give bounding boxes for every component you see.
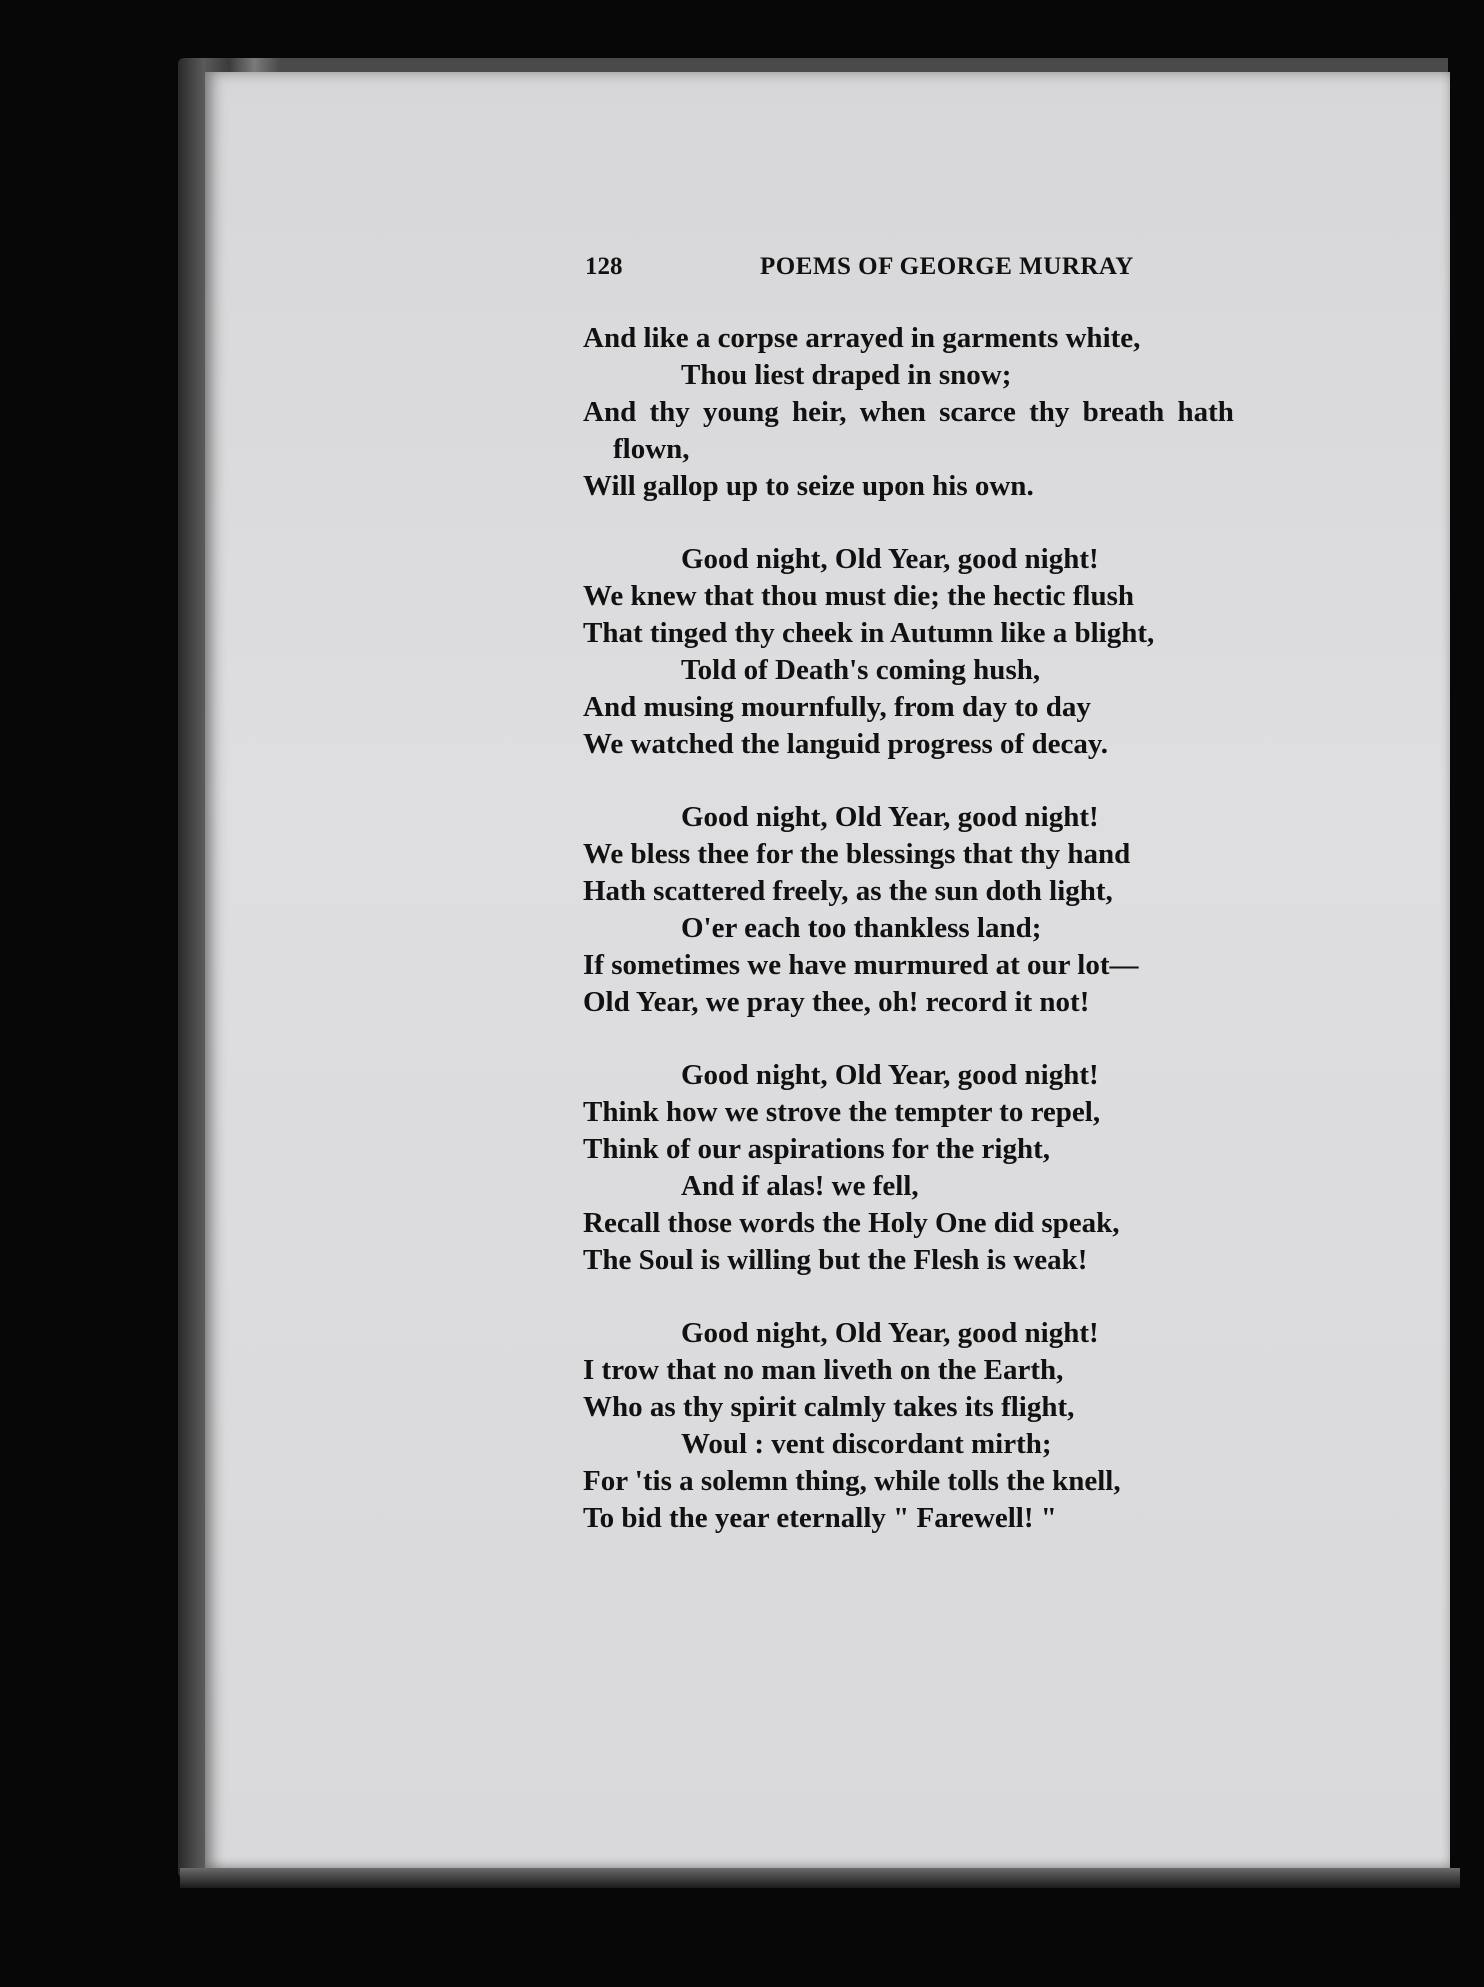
poem-line: Think of our aspirations for the right, <box>583 1133 1051 1165</box>
poem-line: Good night, Old Year, good night! <box>681 543 1099 575</box>
poem-line: Good night, Old Year, good night! <box>681 801 1099 833</box>
poem-line: Recall those words the Holy One did speak, <box>583 1207 1120 1239</box>
running-title: POEMS OF GEORGE MURRAY <box>760 253 1134 280</box>
stanza-4 <box>583 1057 1363 1279</box>
poem-line: Thou liest draped in snow; <box>681 359 1012 391</box>
poem-line: Old Year, we pray thee, oh! record it not! <box>583 986 1090 1018</box>
poem-line: I trow that no man liveth on the Earth, <box>583 1354 1064 1386</box>
poem-line: That tinged thy cheek in Autumn like a blight, <box>583 617 1155 649</box>
page-bottom-shadow <box>180 1868 1460 1888</box>
poem-line: If sometimes we have murmured at our lot— <box>583 949 1139 981</box>
poem-line: Woul : vent discordant mirth; <box>681 1428 1052 1460</box>
stanza-5 <box>583 1315 1363 1537</box>
poem-line: Good night, Old Year, good night! <box>681 1059 1099 1091</box>
poem-line: Who as thy spirit calmly takes its flight, <box>583 1391 1075 1423</box>
stanza-3 <box>583 799 1363 1021</box>
page-number: 128 <box>585 253 623 280</box>
poem-line: We knew that thou must die; the hectic flush <box>583 580 1135 612</box>
poem-line: flown, <box>613 433 690 465</box>
poem-line: And thy young heir, when scarce thy breath hath <box>583 396 1234 428</box>
poem-line: We watched the languid progress of decay. <box>583 728 1108 760</box>
poem-line: O'er each too thankless land; <box>681 912 1042 944</box>
poem-line: And if alas! we fell, <box>681 1170 919 1202</box>
poem-line: The Soul is willing but the Flesh is weak! <box>583 1244 1088 1276</box>
poem-line: Will gallop up to seize upon his own. <box>583 470 1034 502</box>
poem-line: Think how we strove the tempter to repel, <box>583 1096 1101 1128</box>
poem-line: And like a corpse arrayed in garments white, <box>583 322 1141 354</box>
poem-line: Told of Death's coming hush, <box>681 654 1041 686</box>
poem-body <box>583 320 1363 1573</box>
poem-line: To bid the year eternally " Farewell! " <box>583 1502 1057 1534</box>
poem-line: Good night, Old Year, good night! <box>681 1317 1099 1349</box>
poem-line: For 'tis a solemn thing, while tolls the knell, <box>583 1465 1121 1497</box>
stanza-2 <box>583 541 1363 763</box>
poem-line: We bless thee for the blessings that thy hand <box>583 838 1131 870</box>
poem-line: Hath scattered freely, as the sun doth light, <box>583 875 1113 907</box>
page-header <box>585 253 1185 293</box>
stanza-1 <box>583 320 1363 505</box>
poem-line: And musing mournfully, from day to day <box>583 691 1091 723</box>
